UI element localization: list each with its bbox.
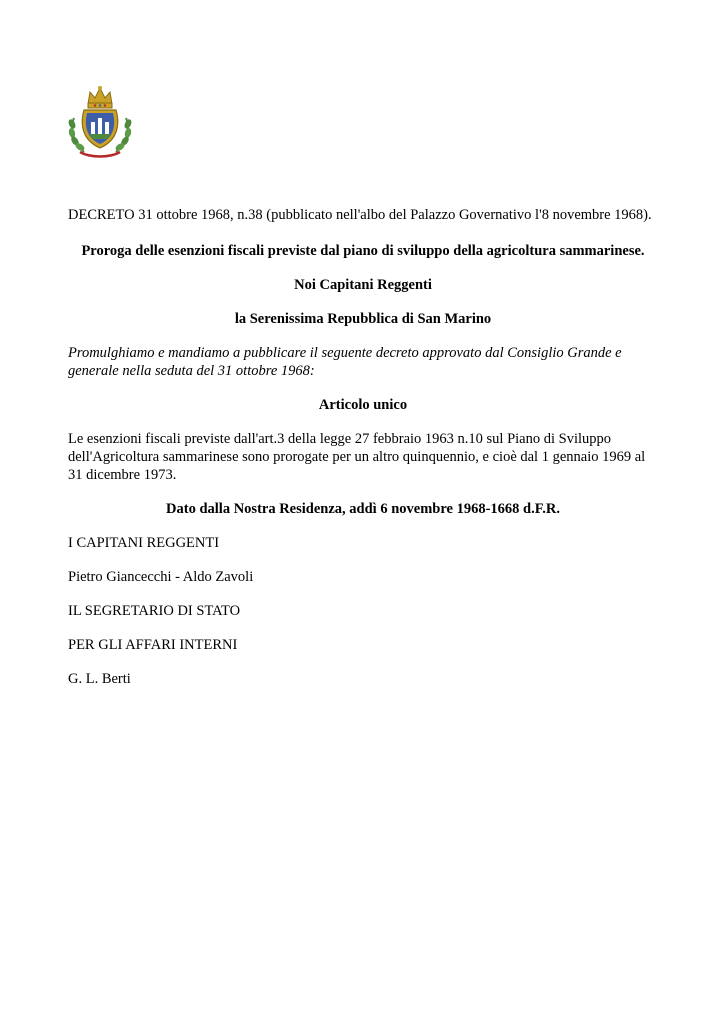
shield	[82, 110, 117, 148]
decree-title: Proroga delle esenzioni fiscali previste dal piano di sviluppo della agricoltura sammarinese.	[81, 243, 645, 259]
signatory-line: Pietro Giancecchi - Aldo Zavoli	[68, 569, 254, 585]
republic-line: la Serenissima Repubblica di San Marino	[234, 311, 492, 327]
promulgation-text: Promulghiamo e mandiamo a pubblicare il seguente decreto approvato dal Consiglio Grande e generale nella seduta del 31 ottobre 1968:	[68, 345, 622, 379]
coat-of-arms-icon	[66, 84, 134, 160]
regents-line: Noi Capitani Reggenti	[294, 277, 432, 293]
signatory-line: I CAPITANI REGGENTI	[68, 535, 220, 551]
ribbon	[80, 152, 120, 157]
signatory-line: IL SEGRETARIO DI STATO	[68, 603, 241, 619]
signatory-line: G. L. Berti	[68, 671, 131, 687]
document-body	[68, 206, 658, 704]
decree-header: DECRETO 31 ottobre 1968, n.38 (pubblicato nell'albo del Palazzo Governativo l'8 novembre 1968).	[68, 207, 652, 223]
article-heading: Articolo unico	[318, 397, 408, 413]
given-at-line: Dato dalla Nostra Residenza, addì 6 novembre 1968-1668 d.F.R.	[166, 501, 560, 517]
signatory-line: PER GLI AFFARI INTERNI	[68, 637, 238, 653]
crown	[88, 86, 112, 108]
article-body: Le esenzioni fiscali previste dall'art.3 della legge 27 febbraio 1963 n.10 sul Piano di Sviluppo dell'Agricoltura sammarinese sono prorogate per un altro quinquennio, e cioè dal 1 gennaio 1969 al 31 dicembre 1973.	[68, 431, 646, 483]
